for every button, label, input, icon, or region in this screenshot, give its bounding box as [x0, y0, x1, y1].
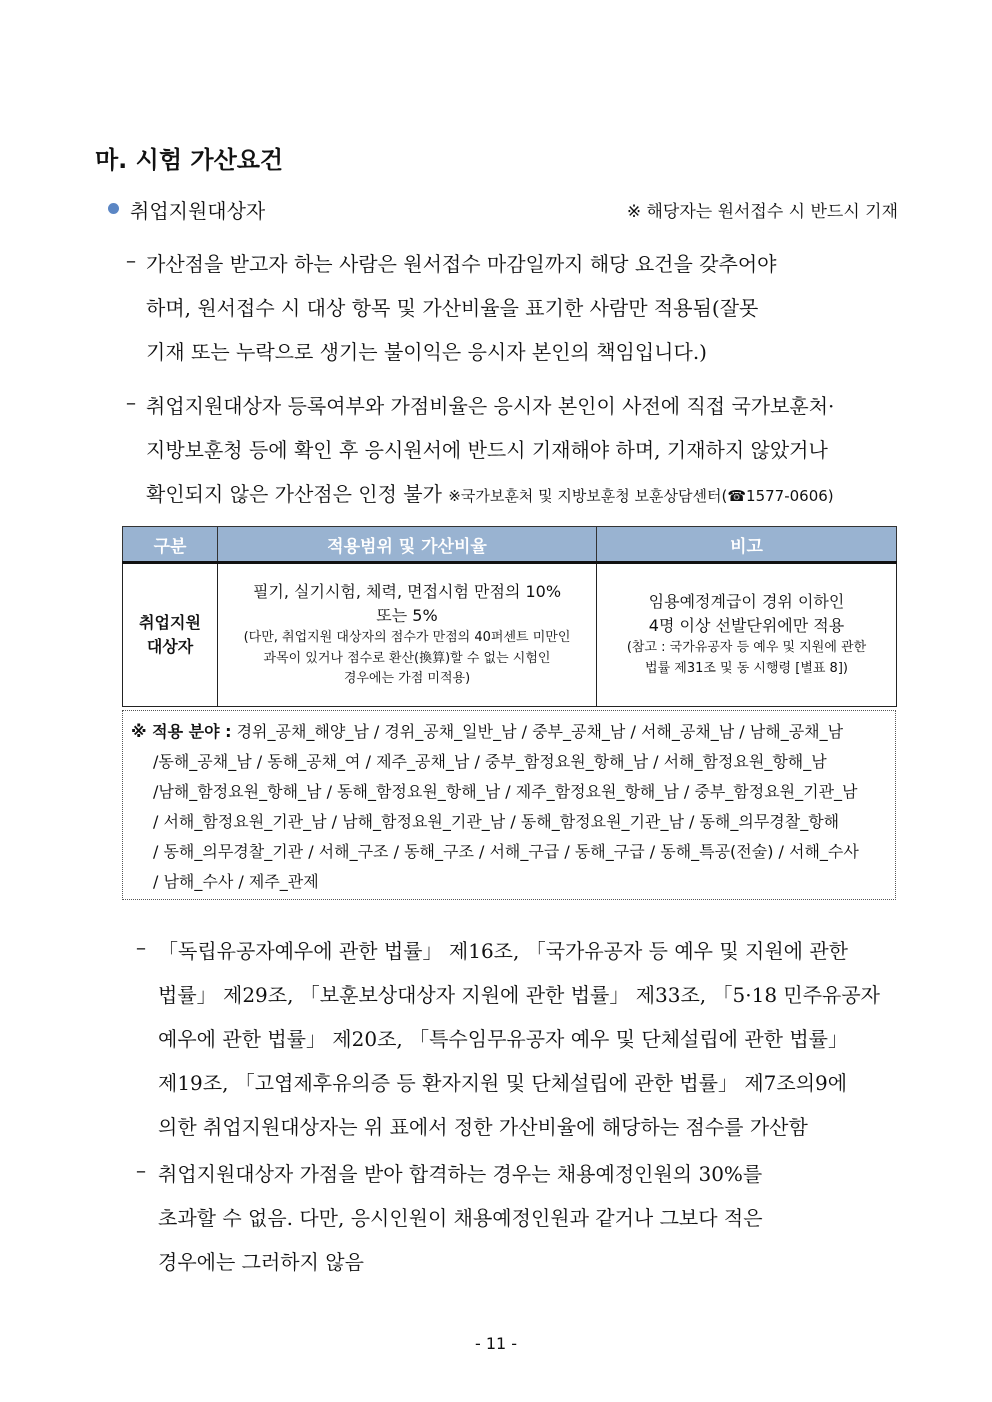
field-line: [131, 719, 843, 742]
dash: –: [126, 248, 136, 272]
paragraph-2: [120, 390, 900, 520]
paragraph-line: 예우에 관한 법률」 제20조, 「특수임무유공자 예우 및 단체설립에 관한 법률」: [158, 1027, 848, 1051]
bullet-note: ※ 해당자는 원서접수 시 반드시 기재: [626, 202, 898, 222]
category-text: 대상자: [146, 637, 194, 656]
paragraph-line: 초과할 수 없음. 다만, 응시인원이 채용예정인원과 같거나 그보다 적은: [158, 1206, 763, 1230]
paragraph-line: 취업지원대상자 등록여부와 가점비율은 응시자 본인이 사전에 직접 국가보훈처·: [146, 394, 835, 418]
paragraph-line: 의한 취업지원대상자는 위 표에서 정한 가산비율에 해당하는 점수를 가산함: [158, 1115, 808, 1139]
table-header: 비고: [597, 527, 897, 563]
contact-note: ※국가보훈처 및 지방보훈청 보훈상담센터(☎1577-0606): [448, 487, 834, 505]
paragraph-line: 지방보훈청 등에 확인 후 응시원서에 반드시 기재해야 하며, 기재하지 않았거나: [146, 438, 828, 462]
paragraph-line: 법률」 제29조, 「보훈보상대상자 지원에 관한 법률」 제33조, 「5·18 민주유공자: [158, 983, 881, 1007]
scope-note: (다만, 취업지원 대상자의 점수가 만점의 40퍼센트 미만인: [243, 629, 571, 645]
scope-note: 경우에는 가점 미적용): [343, 671, 471, 687]
paragraph-4: [130, 1158, 900, 1288]
paragraph-line: 「독립유공자예우에 관한 법률」 제16조, 「국가유공자 등 예우 및 지원에 관한: [158, 939, 848, 963]
paragraph-line: 가산점을 받고자 하는 사람은 원서접수 마감일까지 해당 요건을 갖추어야: [146, 252, 777, 276]
paragraph-line: 취업지원대상자 가점을 받아 합격하는 경우는 채용예정인원의 30%를: [158, 1162, 763, 1186]
dash: –: [126, 390, 136, 414]
category-text: 취업지원: [139, 613, 201, 632]
paragraph-line: 기재 또는 누락으로 생기는 불이익은 응시자 본인의 책임입니다.): [146, 340, 707, 364]
paragraph-line: 하며, 원서접수 시 대상 항목 및 가산비율을 표기한 사람만 적용됨(잘못: [146, 296, 759, 320]
bullet-row: [108, 195, 898, 225]
paragraph-line: [146, 478, 834, 507]
table-header: 적용범위 및 가산비율: [218, 527, 597, 563]
paragraph-text: 확인되지 않은 가산점은 인정 불가: [146, 482, 442, 506]
paragraph-line: 경우에는 그러하지 않음: [158, 1250, 364, 1274]
field-line: / 서해_함정요원_기관_남 / 남해_함정요원_기관_남 / 동해_함정요원_기관_남 / 동해_의무경찰_항해: [153, 812, 840, 831]
scope-note: 과목이 있거나 점수로 환산(換算)할 수 없는 시험인: [263, 650, 551, 666]
scope-cell: [218, 563, 597, 707]
category-cell: [123, 563, 218, 707]
remark-text: 임용예정계급이 경위 이하인: [648, 592, 845, 612]
paragraph-3: [130, 935, 900, 1145]
fields-prefix: ※ 적용 분야 :: [131, 722, 232, 741]
dash: –: [136, 935, 146, 959]
scope-text: 또는 5%: [376, 605, 438, 625]
field-line: /동해_공채_남 / 동해_공채_여 / 제주_공채_남 / 중부_함정요원_항해_남 / 서해_함정요원_항해_남: [153, 752, 827, 771]
bullet-dot-icon: [108, 203, 119, 214]
remark-note: (참고 : 국가유공자 등 예우 및 지원에 관한: [626, 640, 867, 656]
table-header: 구분: [123, 527, 218, 563]
field-line: / 남해_수사 / 제주_관제: [153, 872, 319, 891]
remark-note: 법률 제31조 및 동 시행령 [별표 8]): [645, 661, 848, 676]
page-number: - 11 -: [474, 1334, 518, 1353]
field-line: /남해_함정요원_항해_남 / 동해_함정요원_항해_남 / 제주_함정요원_항해_남 / 중부_함정요원_기관_남: [153, 782, 858, 801]
field-line: / 동해_의무경찰_기관 / 서해_구조 / 동해_구조 / 서해_구급 / 동해_구급 / 동해_특공(전술) / 서해_수사: [153, 842, 859, 861]
bonus-table: [122, 526, 897, 707]
bullet-label: 취업지원대상자: [130, 199, 266, 223]
table-row: [123, 563, 897, 707]
scope-text: 필기, 실기시험, 체력, 면접시험 만점의 10%: [252, 581, 562, 601]
section-title: 마. 시험 가산요건: [95, 146, 284, 174]
fields-text: 경위_공채_해양_남 / 경위_공채_일반_남 / 중부_공채_남 / 서해_공채_남 / 남해_공채_남: [231, 722, 844, 741]
remark-text: 4명 이상 선발단위에만 적용: [648, 616, 845, 636]
remark-cell: [597, 563, 897, 707]
paragraph-1: [120, 248, 900, 378]
dash: –: [136, 1158, 146, 1182]
application-fields-box: [122, 710, 896, 900]
table-header-row: [123, 527, 897, 563]
paragraph-line: 제19조, 「고엽제후유의증 등 환자지원 및 단체설립에 관한 법률」 제7조의9에: [158, 1071, 848, 1095]
